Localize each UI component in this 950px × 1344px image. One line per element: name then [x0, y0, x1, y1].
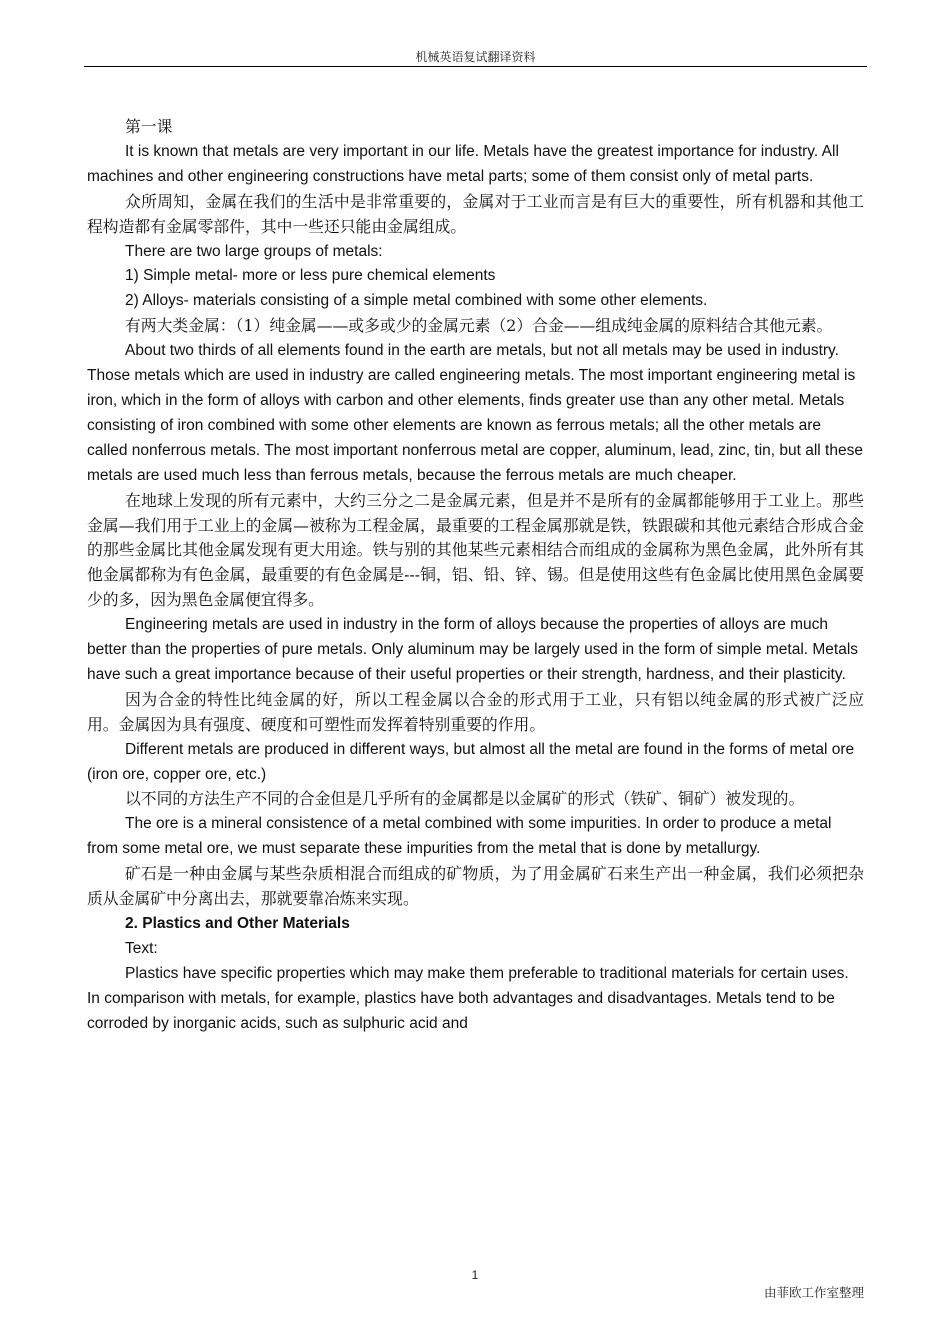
footer-note: 由菲欧工作室整理 [763, 1285, 864, 1300]
paragraph-zh: 矿石是一种由金属与某些杂质相混合而组成的矿物质，为了用金属矿石来生产出一种金属，我们必须把杂质从金属矿中分离出去，那就要靠冶炼来实现。 [87, 864, 864, 909]
paragraph-zh: 有两大类金属：（1）纯金属——或多或少的金属元素（2）合金——组成纯金属的原料结合其他元素。 [125, 316, 833, 336]
list-item: 1) Simple metal- more or less pure chemical elements [125, 267, 496, 285]
header-rule [84, 66, 867, 67]
lesson-title: 第一课 [125, 117, 173, 136]
paragraph-en: The ore is a mineral consistence of a metal combined with some impurities. In order to produce a metal from some metal ore, we must separate these impurities from the metal that is done by metallurgy. [87, 815, 832, 858]
paragraph-en: About two thirds of all elements found in the earth are metals, but not all metals may be used in industry. Those metals which are used in industry are called engineering metals. The most important engineering metal is iron, which in the form of alloys with carbon and other elements, finds greater use than any other metal. Metals consisting of iron combined with some other elements are known as ferrous metals; all the other metals are called nonferrous metals. The most important nonferrous metal are copper, aluminum, lead, zinc, tin, but all these metals are used much less than ferrous metals, because the ferrous metals are much cheaper. [87, 342, 863, 484]
paragraph-en: Different metals are produced in different ways, but almost all the metal are found in the forms of metal ore (iron ore, copper ore, etc.) [87, 740, 855, 783]
text-label: Text: [125, 939, 158, 957]
paragraph-zh: 在地球上发现的所有元素中，大约三分之二是金属元素，但是并不是所有的金属都能够用于工业上。那些金属—我们用于工业上的金属—被称为工程金属，最重要的工程金属那就是铁，铁跟碳和其他元素结合形成合金的那些金属比其他金属发现有更大用途。铁与别的其他某些元素相结合而组成的金属称为黑色金属，此外所有其他金属都称为有色金属，最重要的有色金属是---铜，铝、铅、锌、锡。但是使用这些有色金属比使用黑色金属要少的多，因为黑色金属便宜得多。 [87, 490, 864, 610]
page-number: 1 [471, 1268, 479, 1282]
paragraph-en: Plastics have specific properties which may make them preferable to traditional materials for certain uses. In comparison with metals, for example, plastics have both advantages and disadvantages. Metals tend to be corroded by inorganic acids, such as sulphuric acid and [87, 964, 849, 1032]
paragraph-en: There are two large groups of metals: [125, 242, 383, 260]
page-header-title: 机械英语复试翻译资料 [415, 50, 536, 64]
list-item: 2) Alloys- materials consisting of a simple metal combined with some other elements. [125, 292, 708, 310]
paragraph-en: It is known that metals are very important in our life. Metals have the greatest importance for industry. All machines and other engineering constructions have metal parts; some of them consist only of metal parts. [87, 142, 839, 185]
document-body [87, 115, 864, 1037]
paragraph-zh: 以不同的方法生产不同的合金但是几乎所有的金属都是以金属矿的形式（铁矿、铜矿）被发现的。 [125, 789, 805, 809]
paragraph-en: Engineering metals are used in industry in the form of alloys because the properties of alloys are much better than the properties of pure metals. Only aluminum may be largely used in the form of simple metal. Metals have such a great importance because of their useful properties or their strength, hardness, and their plasticity. [87, 616, 859, 683]
paragraph-zh: 因为合金的特性比纯金属的好，所以工程金属以合金的形式用于工业，只有铝以纯金属的形式被广泛应用。金属因为具有强度、硬度和可塑性而发挥着特别重要的作用。 [87, 689, 864, 734]
section-heading: 2. Plastics and Other Materials [125, 915, 350, 932]
paragraph-zh: 众所周知，金属在我们的生活中是非常重要的，金属对于工业而言是有巨大的重要性，所有机器和其他工程构造都有金属零部件，其中一些还只能由金属组成。 [87, 191, 864, 236]
